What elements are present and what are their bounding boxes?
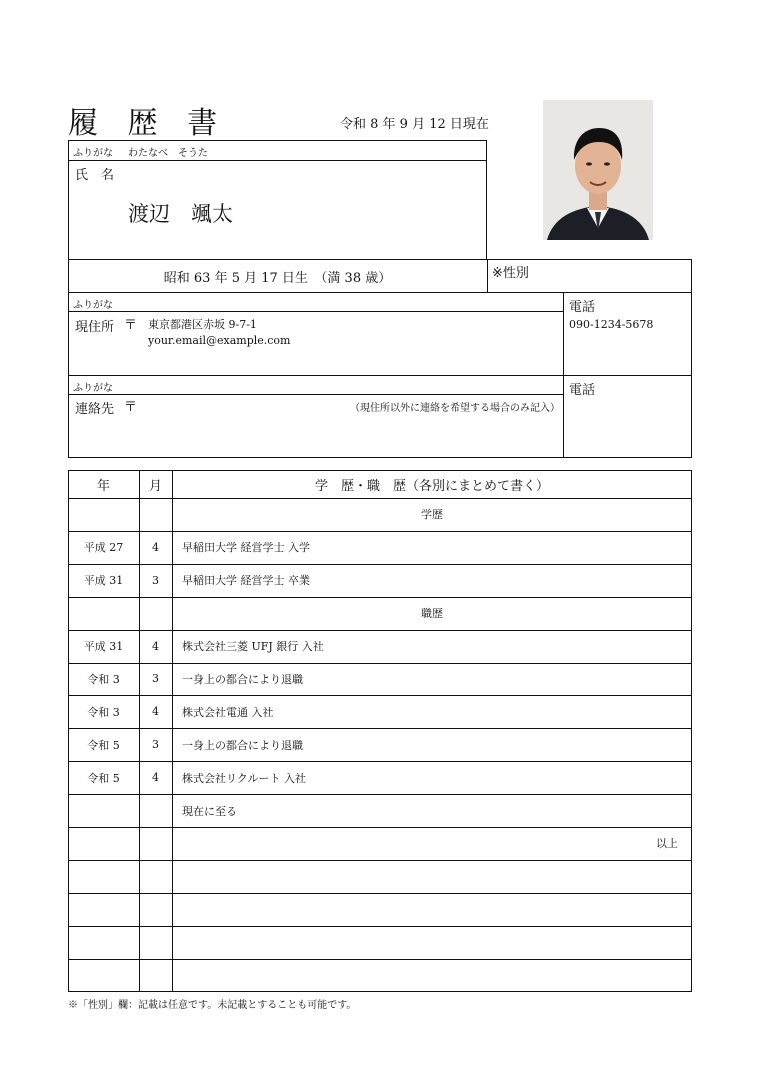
history-month-cell [139,498,172,531]
history-year-cell [68,827,139,860]
history-month-cell: 4 [152,540,159,554]
history-desc-cell [172,959,692,992]
contact-phone-label: 電話 [569,383,596,398]
history-desc-cell: 早稲田大学 経営学士 卒業 [182,574,310,588]
history-month-cell: 4 [152,705,159,719]
address-phone-label: 電話 [569,300,596,315]
history-month-cell [139,893,172,926]
address-label: 現住所 [75,320,115,335]
history-desc-cell [172,893,692,926]
history-year-cell: 令和 3 [87,705,120,719]
history-desc-cell: 一身上の都合により退職 [182,738,303,752]
history-desc-cell: 株式会社リクルート 入社 [182,771,306,785]
history-desc-cell: 以上 [656,837,678,851]
address-phone: 090-1234-5678 [569,318,654,331]
birth-gender-divider [487,259,488,293]
date-current: 令和 8 年 9 月 12 日現在 [340,117,489,132]
history-header-year: 年 [96,478,110,494]
history-year-cell: 平成 31 [83,574,124,588]
history-month-cell [139,860,172,893]
history-header-desc: 学 歴・職 歴（各別にまとめて書く） [314,478,549,494]
history-month-cell: 3 [152,573,159,587]
gender-label: ※性別 [492,266,529,281]
history-month-cell [139,827,172,860]
address-furigana-label: ふりがな [73,300,113,311]
address-line2: your.email@example.com [148,334,291,347]
contact-furigana-divider [68,394,563,395]
address-postal-mark: 〒 [124,318,138,333]
history-month-cell [139,597,172,630]
address-furigana-divider [68,311,563,312]
history-month-cell: 4 [152,639,159,653]
address-line1: 東京都港区赤坂 9-7-1 [148,318,257,331]
footnote: ※「性別」欄：記載は任意です。未記載とすることも可能です。 [68,1000,357,1011]
history-year-cell [68,597,139,630]
history-header-month: 月 [148,478,162,494]
name-furigana: わたなべ そうた [128,148,208,159]
history-desc-cell: 職歴 [421,607,443,621]
history-year-cell: 平成 27 [83,541,124,555]
history-desc-cell: 株式会社三菱 UFJ 銀行 入社 [182,640,324,654]
history-month-cell [139,959,172,992]
history-year-cell [68,959,139,992]
contact-postal-mark: 〒 [124,400,138,415]
name-label: 氏 名 [75,168,115,183]
history-year-cell: 平成 31 [83,640,124,654]
name-divider [68,160,487,161]
history-desc-cell: 一身上の都合により退職 [182,672,303,686]
address-phone-divider [563,292,564,376]
history-year-cell [68,893,139,926]
history-month-cell [139,794,172,827]
history-month-cell: 3 [152,738,159,752]
history-year-cell: 令和 5 [87,771,120,785]
contact-note: （現住所以外に連絡を希望する場合のみ記入） [350,403,560,414]
history-desc-cell: 現在に至る [182,804,237,818]
history-year-cell [68,926,139,959]
contact-furigana-label: ふりがな [73,383,113,394]
history-desc-cell: 学歴 [421,508,443,522]
history-desc-cell [172,926,692,959]
history-desc-cell: 株式会社電通 入社 [182,705,274,719]
contact-box [68,375,692,458]
name-furigana-label: ふりがな [73,148,113,159]
history-desc-cell: 早稲田大学 経営学士 入学 [182,541,310,555]
history-year-cell [68,498,139,531]
history-month-cell: 3 [152,672,159,686]
history-desc-cell [172,860,692,893]
contact-label: 連絡先 [75,402,115,417]
history-year-cell [68,794,139,827]
history-month-cell [139,926,172,959]
name-value: 渡辺 颯太 [128,202,233,226]
id-photo [543,100,653,240]
history-year-cell: 令和 3 [87,672,120,686]
document-title: 履 歴 書 [68,106,228,141]
birth-date: 昭和 63 年 5 月 17 日生 （満 38 歳） [163,271,392,286]
history-year-cell: 令和 5 [87,738,120,752]
history-year-cell [68,860,139,893]
history-month-cell: 4 [152,771,159,785]
contact-phone-divider [563,375,564,458]
